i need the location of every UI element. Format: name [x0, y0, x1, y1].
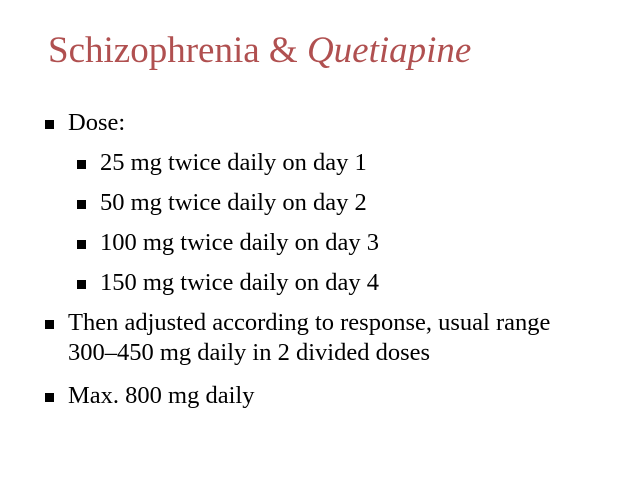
sub-bullet-day-1	[76, 148, 604, 178]
square-bullet-icon	[44, 108, 60, 138]
bullet-dose	[44, 108, 604, 138]
square-bullet-icon	[44, 381, 60, 411]
sub-bullet-text: 25 mg twice daily on day 1	[100, 149, 367, 176]
square-bullet-icon	[76, 268, 92, 298]
sub-bullet-text: 50 mg twice daily on day 2	[100, 189, 367, 216]
slide-title	[48, 26, 471, 76]
bullet-text: Dose:	[68, 109, 126, 136]
sub-bullet-day-4	[76, 268, 604, 298]
bullet-max-dose	[44, 381, 604, 411]
square-bullet-icon	[44, 308, 60, 338]
sub-bullet-day-2	[76, 188, 604, 218]
bullet-list	[44, 108, 604, 411]
bullet-text: Then adjusted according to response, usual range 300–450 mg daily in 2 divided doses	[68, 309, 551, 366]
sub-bullet-text: 100 mg twice daily on day 3	[100, 229, 379, 256]
title-main: Schizophrenia &	[48, 30, 307, 71]
sub-bullet-text: 150 mg twice daily on day 4	[100, 269, 379, 296]
square-bullet-icon	[76, 228, 92, 258]
title-drug-name: Quetiapine	[306, 30, 472, 71]
square-bullet-icon	[76, 148, 92, 178]
sub-bullet-day-3	[76, 228, 604, 258]
square-bullet-icon	[76, 188, 92, 218]
bullet-text: Max. 800 mg daily	[68, 382, 255, 409]
bullet-adjustment	[44, 308, 604, 368]
